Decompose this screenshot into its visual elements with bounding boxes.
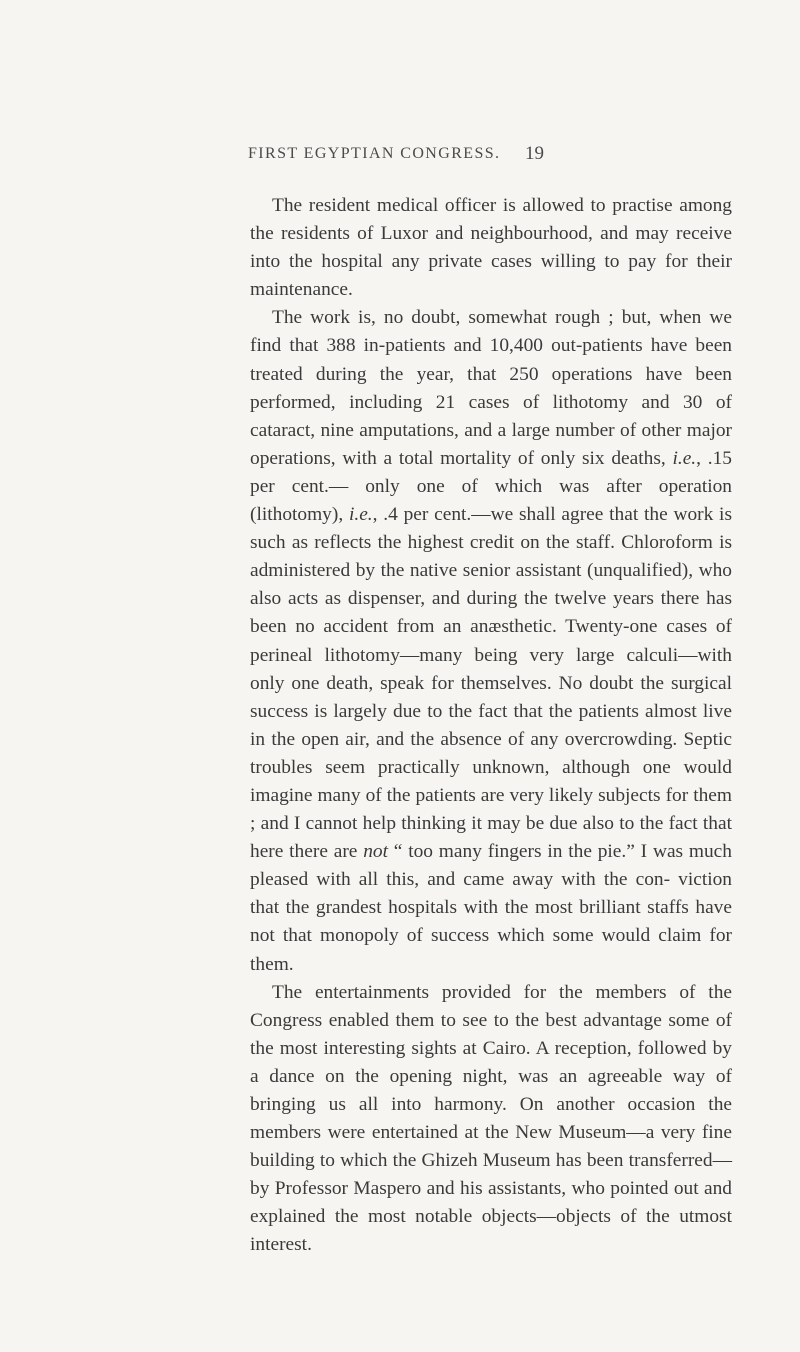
paragraph — [250, 304, 732, 978]
body-text — [250, 192, 732, 1260]
text-run: , .4 per cent.—we shall agree that the work is such as reflects the highest credit on the staff. Chloroform is administered by the native senior assistant (unqualified), who also acts as dispenser, and during the twelve years there has been no accident from an anæsthetic. Twenty-one cases of perineal lithotomy—many being very large calculi—with only one death, speak for themselves. No doubt the surgical success is largely due to the fact that the patients almost live in the open air, and the absence of any overcrowding. Septic troubles seem practically unknown, although one would imagine many of the patients are very likely subjects for them ; and I cannot help thinking it may be due also to the fact that here there are — [250, 504, 732, 863]
italic-text: not — [363, 841, 388, 863]
italic-text: i.e. — [348, 504, 373, 526]
page-number: 19 — [525, 143, 544, 164]
text-run: “ too many fingers in the pie.” I was much pleased with all this, and came away with the con- viction that the grandest hospitals with the most brilliant staffs have not that monopoly of success which some would claim for them. — [250, 841, 732, 975]
paragraph — [250, 192, 732, 304]
running-header: FIRST EGYPTIAN CONGRESS. — [248, 145, 501, 162]
text-run: The work is, no doubt, somewhat rough ; but, when we find that 388 in-patients and 10,400 out-patients have been treated during the year, that 250 operations have been performed, including 21 cases of lithotomy and 30 of cataract, nine amputations, and a large number of other major operations, with a total mortality of only six deaths, — [250, 307, 732, 469]
paragraph — [250, 979, 732, 1260]
text-run: The entertainments provided for the members of the Congress enabled them to see to the best advantage some of the most interesting sights at Cairo. A reception, followed by a dance on the opening night, was an agreeable way of bringing us all into harmony. On another occasion the members were entertained at the New Museum—a very fine building to which the Ghizeh Museum has been transferred— by Professor Maspero and his assistants, who pointed out and explained the most notable objects—objects of the utmost interest. — [250, 981, 732, 1256]
text-run: The resident medical officer is allowed to practise among the residents of Luxor and neighbourhood, and may receive into the hospital any private cases willing to pay for their maintenance. — [250, 195, 732, 301]
italic-text: i.e. — [672, 447, 697, 469]
text-run: , .15 per cent.— only one of which was after operation (lithotomy), — [250, 447, 732, 526]
